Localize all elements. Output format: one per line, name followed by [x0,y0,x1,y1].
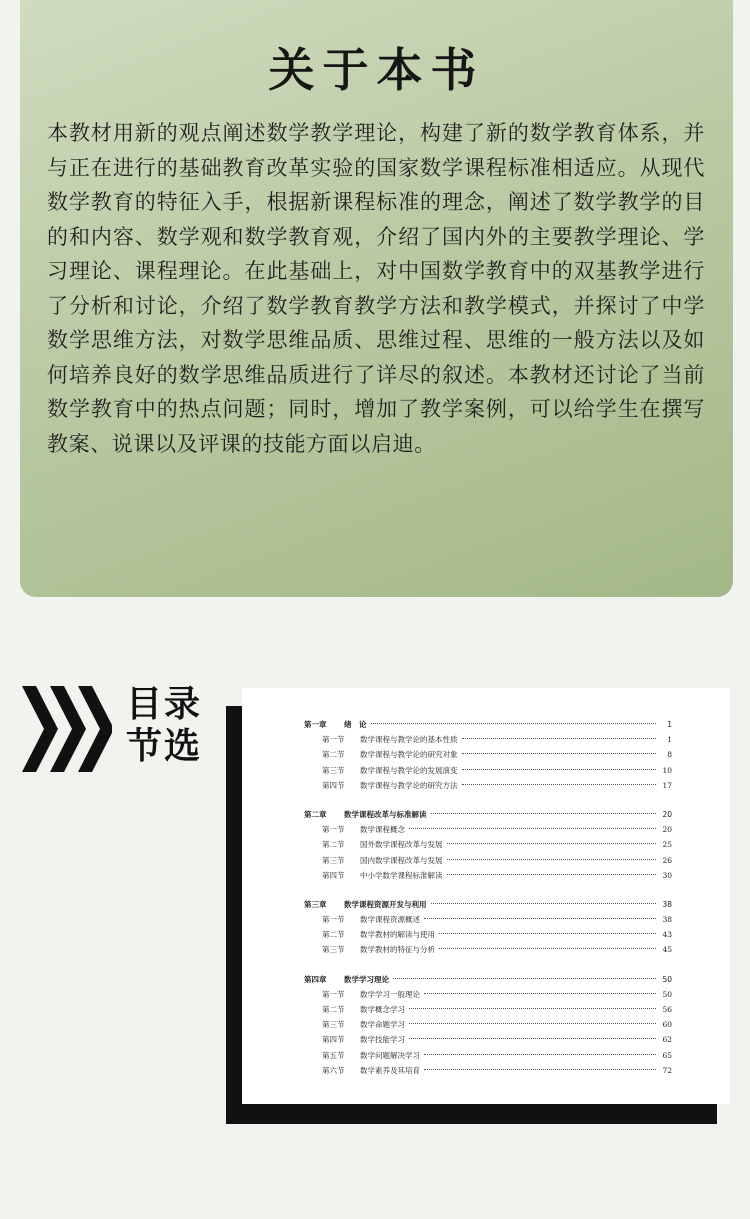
toc-list [304,717,672,1092]
toc-section-page: 50 [662,989,672,999]
toc-chapter-page: 38 [662,899,672,909]
toc-leader-dots [462,753,657,754]
toc-section-page: 30 [662,870,672,880]
toc-section-title: 国内数学课程改革与发展 [360,855,443,865]
toc-section-row [304,1017,672,1032]
about-description: 本教材用新的观点阐述数学教学理论，构建了新的数学教育体系，并与正在进行的基础教育改革实验的国家数学课程标准相适应。从现代数学教育的特征入手，根据新课程标准的理念，阐述了数学教学的目的和内容、数学观和数学教育观，介绍了国内外的主要教学理论、学习理论、课程理论。在此基础上，对中国数学教育中的双基教学进行了分析和讨论，介绍了数学教育教学方法和教学模式，并探讨了中学数学思维方法，对数学思维品质、思维过程、思维的一般方法以及如何培养良好的数学思维品质进行了详尽的叙述。本教材还讨论了当前数学教育中的热点问题；同时，增加了教学案例，可以给学生在撰写教案、说课以及评课的技能方面以启迪。 [47,121,705,456]
toc-section-row [304,987,672,1002]
toc-section-title: 数学问题解决学习 [360,1050,420,1060]
toc-chapter-title: 数学课程资源开发与利用 [344,899,427,909]
toc-section-title: 数学课程与教学论的基本性质 [360,735,458,745]
toc-section-title: 数学教材的解读与使用 [360,930,435,940]
toc-section-page: 20 [662,825,672,835]
toc-section-page: 45 [662,945,672,955]
toc-section-num: 第三节 [322,765,345,775]
toc-section-num: 第四节 [322,870,345,880]
toc-section-title: 国外数学课程改革与发展 [360,840,443,850]
toc-leader-dots [439,933,656,934]
toc-section-page: 17 [662,780,672,790]
toc-leader-dots [393,978,656,979]
toc-leader-dots [424,1069,656,1070]
toc-chapter-page: 50 [662,974,672,984]
toc-section-num: 第一节 [322,989,345,999]
toc-section-row [304,763,672,778]
toc-chapter-num: 第一章 [304,720,327,729]
toc-chapter-num: 第二章 [304,809,327,819]
toc-leader-dots [439,948,656,949]
toc-section-num: 第一节 [322,825,345,835]
toc-section-page: 62 [662,1035,672,1045]
toc-leader-dots [424,1054,656,1055]
toc-leader-dots [409,1038,656,1039]
toc-leader-dots [462,769,657,770]
toc-section-row [304,778,672,793]
toc-section-num: 第一节 [322,735,345,745]
toc-section-num: 第三节 [322,1020,345,1030]
toc-section-num: 第二节 [322,840,345,850]
toc-leader-dots [424,918,656,919]
toc-section-title: 数学教材的特征与分析 [360,945,435,955]
toc-section-row [304,1032,672,1047]
toc-section-num: 第四节 [322,1035,345,1045]
toc-section-page: 25 [662,840,672,850]
toc-leader-dots [409,1008,656,1009]
toc-leader-dots [462,738,657,739]
toc-section-row [304,747,672,762]
toc-section-num: 第二节 [322,930,345,940]
toc-section-page: 26 [662,855,672,865]
toc-section-title: 数学课程概念 [360,825,405,835]
toc-chapter-title: 绪 论 [344,720,367,729]
toc-heading-line2: 节选 [126,726,203,767]
toc-section-num: 第二节 [322,1005,345,1014]
toc-section-page: 1 [667,735,672,745]
toc-section-row [304,942,672,957]
toc-section-row [304,853,672,868]
toc-section-row [304,837,672,852]
toc-section-num: 第四节 [322,780,345,790]
toc-chapter-page: 20 [662,809,672,819]
toc-section-title: 中小学数学课程标准解读 [360,870,443,880]
toc-chapter-row [304,807,672,822]
toc-page [242,688,730,1104]
toc-section-page: 10 [662,765,672,775]
toc-section-num: 第五节 [322,1050,345,1060]
toc-section-row [304,732,672,747]
toc-leader-dots [447,843,657,844]
toc-section-page: 8 [667,750,672,760]
toc-chapter [304,972,672,1078]
toc-section-num: 第三节 [322,855,345,865]
toc-chapter-row [304,717,672,732]
toc-section-row [304,1048,672,1063]
toc-section-title: 数学课程与教学论的发展演变 [360,765,458,775]
toc-section-title: 数学课程与教学论的研究方法 [360,780,458,790]
toc-section-page: 60 [662,1020,672,1030]
toc-leader-dots [424,993,656,994]
toc-leader-dots [447,874,657,875]
toc-section-title: 数学课程与教学论的研究对象 [360,750,458,760]
toc-section-title: 数学学习一般理论 [360,989,420,999]
toc-heading-label [126,684,202,768]
toc-heading-line1: 目录 [126,684,203,725]
toc-section-title: 数学概念学习 [360,1005,405,1014]
toc-section-row [304,822,672,837]
toc-chapter-num: 第三章 [304,899,327,909]
toc-section-row [304,1002,672,1017]
toc-leader-dots [462,784,657,785]
toc-section-page: 72 [662,1065,672,1075]
chevrons-icon [22,684,112,774]
toc-section-page: 43 [662,930,672,940]
toc-section-row [304,927,672,942]
toc-section-row [304,868,672,883]
about-title: 关于本书 [268,43,485,97]
toc-section-row [304,1063,672,1078]
toc-section-row [304,912,672,927]
toc-chapter-row [304,897,672,912]
toc-section-num: 第一节 [322,915,345,925]
toc-section-page: 65 [662,1050,672,1060]
toc-section-page: 56 [662,1005,672,1014]
toc-leader-dots [409,1023,656,1024]
toc-leader-dots [431,813,657,814]
toc-leader-dots [409,828,656,829]
toc-section-title: 数学素养及其培育 [360,1065,420,1075]
toc-chapter-page: 1 [667,720,672,729]
toc-leader-dots [371,723,657,724]
toc-chapter-row [304,972,672,987]
toc-chapter-num: 第四章 [304,974,327,984]
toc-section-title: 数学技能学习 [360,1035,405,1045]
toc-section-num: 第二节 [322,750,345,760]
toc-heading [22,684,222,774]
toc-section-num: 第六节 [322,1065,345,1075]
about-book-card [20,0,733,597]
toc-chapter [304,807,672,883]
toc-leader-dots [447,859,657,860]
toc-chapter [304,717,672,793]
toc-chapter [304,897,672,958]
toc-chapter-title: 数学课程改革与标准解读 [344,809,427,819]
toc-chapter-title: 数学学习理论 [344,974,389,984]
toc-section-num: 第三节 [322,945,345,955]
toc-section-title: 数学命题学习 [360,1020,405,1030]
toc-leader-dots [431,903,657,904]
toc-section-title: 数学课程资源概述 [360,915,420,925]
toc-section-page: 38 [662,915,672,925]
